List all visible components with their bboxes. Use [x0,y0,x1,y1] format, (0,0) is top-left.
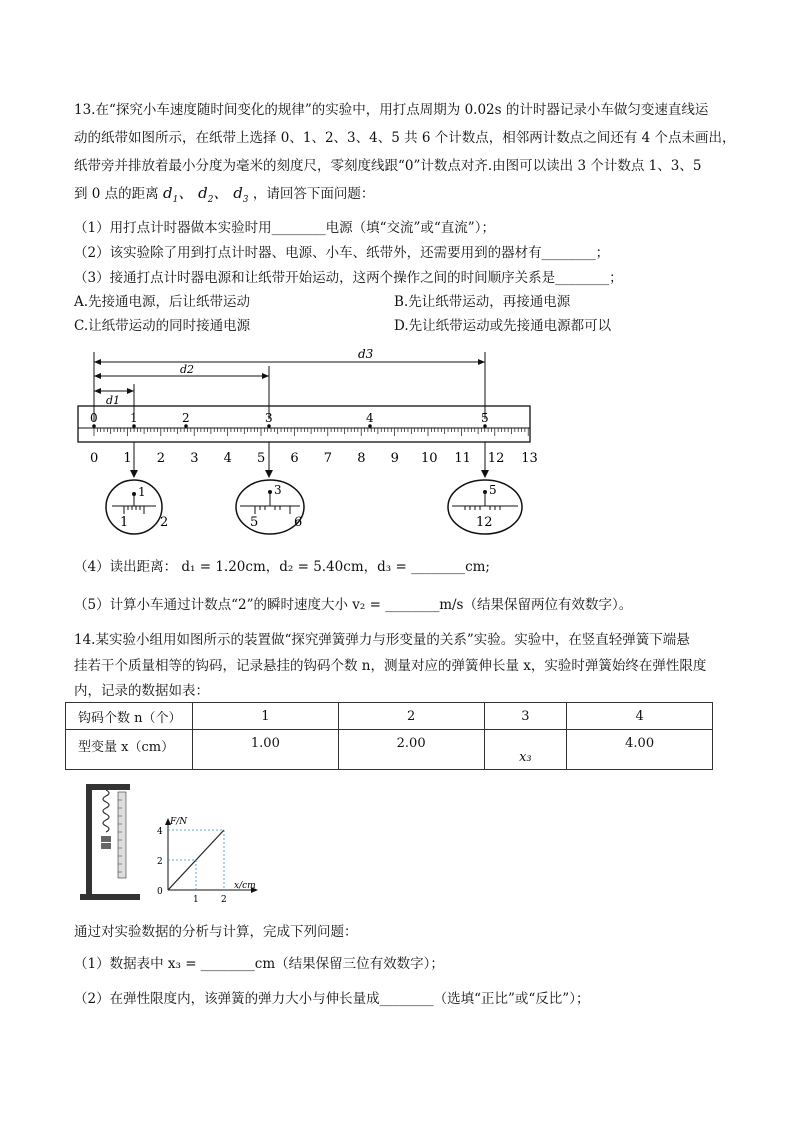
q13-stem-line2: 动的纸带如图所示，在纸带上选择 0、1、2、3、4、5 共 6 个计数点，相邻两计数点之间还有 4 个点未画出， [74,130,736,146]
ruler-tick-label: 13 [521,451,538,466]
table-cell: 2 [338,703,484,730]
ruler-tick-label: 1 [123,451,132,466]
graph-ylabel: F/N [170,817,188,827]
table-cell: 4 [567,703,713,730]
ruler-tick-label: 8 [357,451,366,466]
ruler-tick-label: 7 [323,451,333,466]
mag1-point: 1 [138,485,146,499]
ruler-tick-label: 2 [156,451,166,466]
mag2-tick-b: 6 [294,515,303,530]
option-b: B.先让纸带运动，再接通电源 [394,294,571,310]
table-row2-label: 型变量 x（cm） [66,730,193,770]
table-cell: 3 [484,703,567,730]
tape-point-label: 0 [90,411,98,425]
tape-point-label: 2 [182,411,190,425]
q13-stem-line4 [74,182,374,205]
mag1-tick-b: 2 [160,515,169,530]
graph-xtick-1: 1 [193,895,199,905]
table-cell: 1 [193,703,339,730]
option-d: D.先让纸带运动或先接通电源都可以 [394,318,612,334]
data-table [65,702,713,770]
table-cell: 2.00 [338,730,484,770]
q13-stem-line4-a: 到 0 点的距离 [74,186,159,202]
d-symbols: $d_1$、 $d_2$、 $d_3$ [162,184,249,205]
mag3-tick: 12 [476,515,493,530]
option-c: C.让纸带运动的同时接通电源 [74,318,251,334]
ruler-tick-label: 4 [223,451,232,466]
q13-question-4 [74,555,490,575]
q13-question-5: （5）计算小车通过计数点“2”的瞬时速度大小 v₂ = ________m/s（结果保留两位有效数字）。 [74,597,633,613]
q14-question-2: （2）在弹性限度内，该弹簧的弹力大小与伸长量成________（选填“正比”或“反比”）； [74,991,590,1007]
q13-stem-line3: 纸带旁并排放着最小分度为毫米的刻度尺，零刻度线跟“0”计数点对齐.由图可以读出 3 个计数点 1、3、5 [74,158,702,174]
ruler-tick-label: 11 [454,451,471,466]
table-cell: 4.00 [567,730,713,770]
spring-apparatus-figure [80,778,280,908]
q4-values: d₁ = 1.20cm，d₂ = 5.40cm，d₃ = ________cm; [181,559,490,575]
q14-question-1: （1）数据表中 x₃ = ________cm（结果保留三位有效数字）； [74,956,444,972]
q13-question-2: （2）该实验除了用到打点计时器、电源、小车、纸带外，还需要用到的器材有________； [74,245,610,261]
option-a: A.先接通电源，后让纸带运动 [74,294,251,310]
ruler-tick-label: 5 [257,451,266,466]
table-row [66,730,713,770]
q13-question-3: （3）接通打点计时器电源和让纸带开始运动，这两个操作之间的时间顺序关系是________； [74,270,623,286]
tape-point-label: 4 [366,411,374,425]
graph-xlabel: x/cm [234,881,256,891]
ruler-tick-label: 6 [290,451,299,466]
magnifier-1 [106,480,162,534]
d3-label: d3 [358,347,374,361]
tape-point-label: 3 [265,411,273,425]
table-row [66,703,713,730]
q14-stem-line3: 内，记录的数据如表： [74,683,209,699]
mag2-point: 3 [274,483,282,497]
tape-point-label: 1 [130,411,138,425]
ruler-tick-label: 12 [487,451,505,466]
q14-stem-line2: 挂若干个质量相等的钩码，记录悬挂的钩码个数 n，测量对应的弹簧伸长量 x，实验时弹簧始终在弹性限度 [74,658,707,674]
table-cell: 1.00 [193,730,339,770]
q13-stem-line4-b: ，请回答下面问题： [252,186,375,202]
table-cell: x₃ [484,730,567,770]
ruler-tick-label: 10 [421,451,438,466]
graph-xtick-2: 2 [221,895,227,905]
graph-ytick-2: 2 [157,857,163,867]
d1-label: d1 [106,394,121,407]
tape-ruler-figure [70,344,540,544]
graph-ytick-4: 4 [157,827,163,837]
ruler-tick-label: 9 [390,451,399,466]
q14-stem-line1: 14.某实验小组用如图所示的装置做“探究弹簧弹力与形变量的关系”实验。实验中，在竖直轻弹簧下端悬 [74,632,690,648]
mag3-point: 5 [489,483,497,497]
q13-question-1: （1）用打点计时器做本实验时用________电源（填“交流”或“直流”）； [74,220,495,236]
mag2-tick-a: 5 [250,515,259,530]
tape-point-label: 5 [481,411,489,425]
q13-stem-line1: 13.在“探究小车速度随时间变化的规律”的实验中，用打点周期为 0.02s 的计时器记录小车做匀变速直线运 [74,102,709,118]
table-row1-label: 钩码个数 n（个） [66,703,193,730]
ruler-tick-label: 0 [90,451,99,466]
ruler-tick-label: 3 [190,451,199,466]
graph-origin: 0 [157,887,163,897]
d2-label: d2 [180,363,195,376]
q4-prefix: （4）读出距离： [74,559,178,575]
mag1-tick-a: 1 [120,515,129,530]
q14-after-text: 通过对实验数据的分析与计算，完成下列问题： [74,924,358,940]
